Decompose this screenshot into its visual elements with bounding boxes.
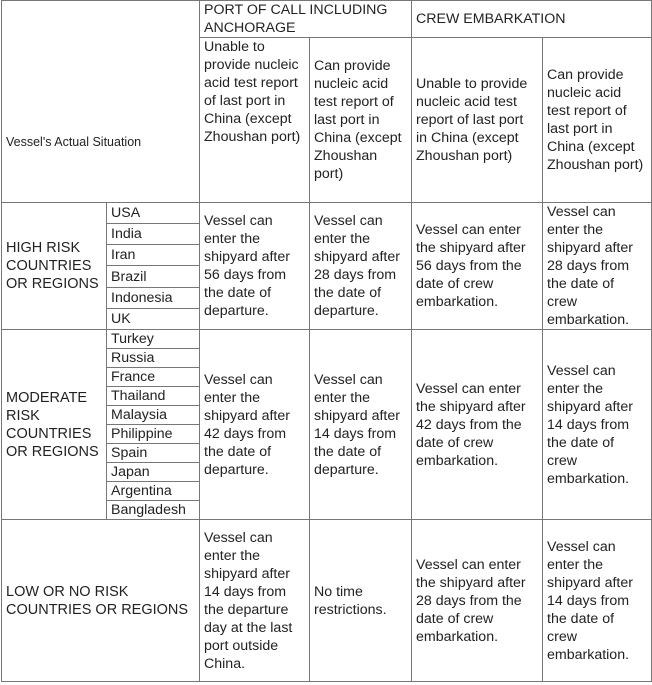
country-cell: Russia (107, 349, 200, 368)
country-cell: Thailand (107, 387, 200, 406)
country-cell: Malaysia (107, 406, 200, 425)
table-row-high-risk (2, 203, 652, 224)
country-cell: UK (107, 308, 200, 329)
country-cell: Argentina (107, 482, 200, 501)
vessel-situation-header: Vessel's Actual Situation (2, 1, 200, 203)
country-cell: Japan (107, 463, 200, 482)
high-risk-crew-unable: Vessel can enter the shipyard after 56 days from the date of crew embarkation. (412, 203, 543, 330)
country-cell: France (107, 368, 200, 387)
port-can-header: Can provide nucleic acid test report of last port in China (except Zhoushan port) (310, 38, 412, 203)
moderate-risk-crew-can: Vessel can enter the shipyard after 14 days from the date of crew embarkation. (543, 330, 652, 520)
port-of-call-header: PORT OF CALL INCLUDING ANCHORAGE (200, 1, 412, 38)
quarantine-rules-table (1, 0, 652, 682)
country-cell: Philippine (107, 425, 200, 444)
high-risk-port-can: Vessel can enter the shipyard after 28 days from the date of departure. (310, 203, 412, 330)
low-risk-crew-unable: Vessel can enter the shipyard after 28 days from the date of crew embarkation. (412, 520, 543, 682)
moderate-risk-port-unable: Vessel can enter the shipyard after 42 days from the date of departure. (200, 330, 310, 520)
crew-unable-header: Unable to provide nucleic acid test report of last port in China (except Zhoushan port) (412, 38, 543, 203)
crew-embarkation-header: CREW EMBARKATION (412, 1, 652, 38)
table-row-low-risk (2, 520, 652, 682)
country-cell: Iran (107, 245, 200, 266)
moderate-risk-port-can: Vessel can enter the shipyard after 14 days from the date of departure. (310, 330, 412, 520)
moderate-risk-category: MODERATE RISK COUNTRIES OR REGIONS (2, 330, 107, 520)
country-cell: Turkey (107, 330, 200, 349)
header-row-groups (2, 1, 652, 38)
country-cell: Spain (107, 444, 200, 463)
country-cell: India (107, 224, 200, 245)
country-cell: Bangladesh (107, 501, 200, 520)
low-risk-crew-can: Vessel can enter the shipyard after 14 days from the date of crew embarkation. (543, 520, 652, 682)
moderate-risk-crew-unable: Vessel can enter the shipyard after 42 days from the date of crew embarkation. (412, 330, 543, 520)
high-risk-category: HIGH RISK COUNTRIES OR REGIONS (2, 203, 107, 330)
port-unable-header: Unable to provide nucleic acid test report of last port in China (except Zhoushan port) (200, 38, 310, 203)
low-risk-port-unable: Vessel can enter the shipyard after 14 days from the departure day at the last port outside China. (200, 520, 310, 682)
country-cell: Indonesia (107, 287, 200, 308)
country-cell: USA (107, 203, 200, 224)
high-risk-port-unable: Vessel can enter the shipyard after 56 days from the date of departure. (200, 203, 310, 330)
crew-can-header: Can provide nucleic acid test report of last port in China (except Zhoushan port) (543, 38, 652, 203)
country-cell: Brazil (107, 266, 200, 287)
low-risk-port-can: No time restrictions. (310, 520, 412, 682)
low-risk-category: LOW OR NO RISK COUNTRIES OR REGIONS (2, 520, 200, 682)
table-row-moderate-risk (2, 330, 652, 349)
high-risk-crew-can: Vessel can enter the shipyard after 28 days from the date of crew embarkation. (543, 203, 652, 330)
